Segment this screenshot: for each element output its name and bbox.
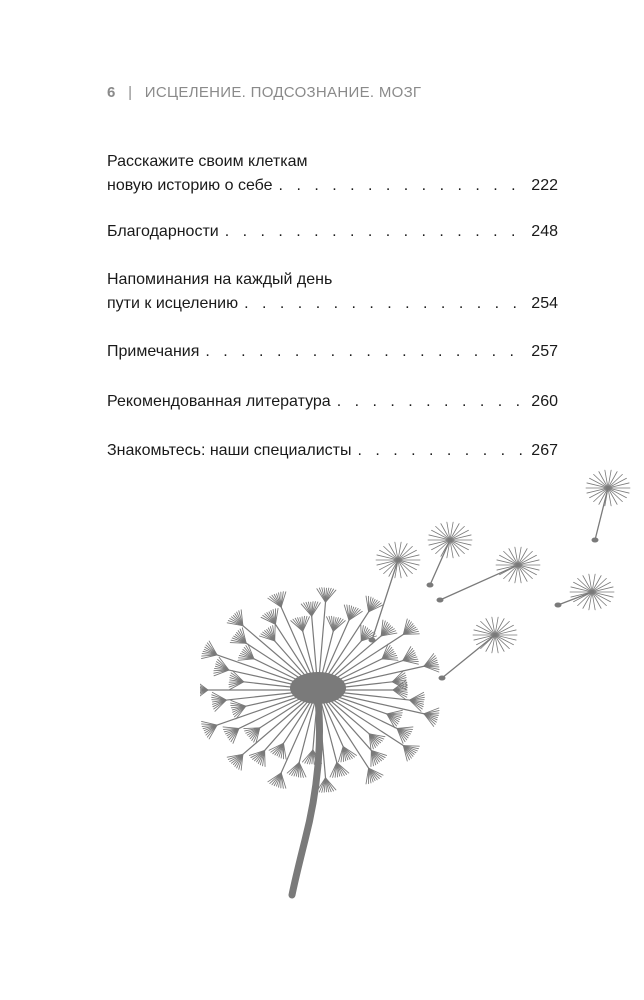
flying-seed — [427, 583, 433, 587]
book-title: ИСЦЕЛЕНИЕ. ПОДСОЗНАНИЕ. МОЗГ — [144, 84, 422, 101]
dandelion-illustration — [200, 455, 644, 900]
toc-entry-title: Рекомендованная литература — [107, 393, 331, 410]
flying-seed-stalk — [595, 488, 608, 540]
flying-seed — [437, 598, 443, 602]
flying-seed — [369, 638, 375, 642]
toc-entry — [107, 340, 558, 364]
page-number: 6 — [107, 84, 116, 101]
running-head — [107, 84, 421, 101]
toc-entry-title: новую историю о себе — [107, 177, 273, 194]
toc-page-number: 257 — [531, 343, 558, 360]
flying-seed — [439, 676, 445, 680]
dandelion-stem — [292, 700, 319, 895]
toc-page-number: 222 — [531, 177, 558, 194]
toc-entry-title: Напоминания на каждый день — [107, 271, 333, 288]
toc-entry — [107, 150, 558, 198]
toc-page-number: 260 — [531, 393, 558, 410]
flying-seed — [555, 603, 561, 607]
dot-leader — [244, 292, 525, 316]
toc-entry — [107, 220, 558, 244]
toc-entry-title: пути к исцелению — [107, 295, 239, 312]
toc-entry-title: Расскажите своим клеткам — [107, 153, 308, 170]
toc-entry — [107, 390, 558, 414]
seed-filament — [223, 727, 239, 728]
toc-entry-title: Благодарности — [107, 223, 219, 240]
dot-leader — [205, 340, 525, 364]
flying-seed-stalk — [442, 635, 495, 678]
toc-entry — [107, 268, 558, 316]
flying-seed — [592, 538, 598, 542]
toc-entry-title: Знакомьтесь: наши специалисты — [107, 442, 352, 459]
dandelion-center — [290, 672, 346, 704]
dot-leader — [279, 174, 526, 198]
toc-page-number: 254 — [531, 295, 558, 312]
toc-entry-title: Примечания — [107, 343, 200, 360]
dot-leader — [225, 220, 526, 244]
dot-leader — [337, 390, 526, 414]
flying-seed-stalk — [440, 565, 518, 600]
flying-seed-stalk — [558, 592, 592, 605]
flying-seeds — [369, 470, 630, 680]
seed-filament — [382, 659, 398, 660]
flying-seed-stalk — [430, 540, 450, 585]
header-separator: | — [128, 84, 133, 101]
toc-page-number: 267 — [531, 442, 558, 459]
toc-page-number: 248 — [531, 223, 558, 240]
